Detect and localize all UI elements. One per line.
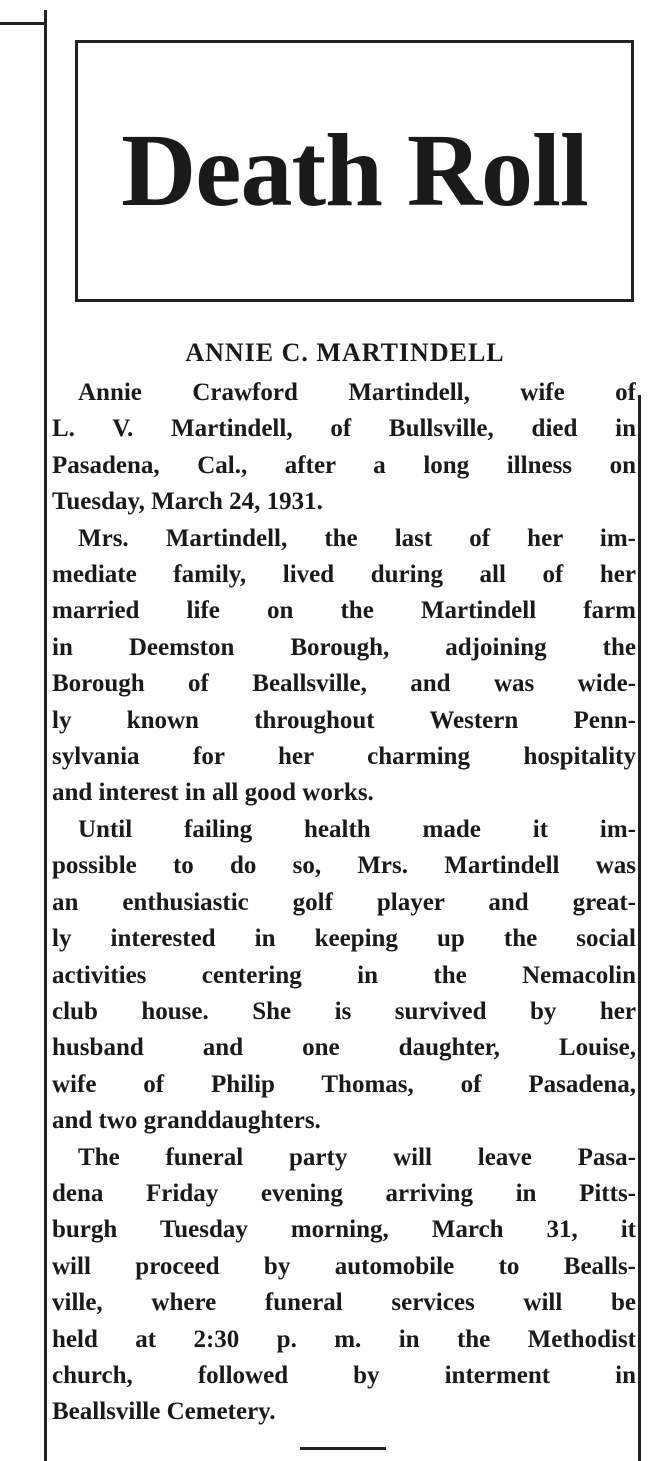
text-line: ville, where funeral services will be — [52, 1289, 636, 1317]
text-line: Annie Crawford Martindell, wife of — [78, 379, 636, 406]
text-line: dena Friday evening arriving in Pitts- — [52, 1179, 636, 1207]
text-line: husband and one daughter, Louise, — [52, 1034, 636, 1062]
page-title: Death Roll — [121, 113, 588, 228]
text-line: Pasadena, Cal., after a long illness on — [52, 451, 636, 479]
column-rule-tick — [0, 22, 46, 25]
title-box — [75, 40, 634, 302]
text-line: church, followed by interment in — [52, 1361, 636, 1389]
text-line: an enthusiastic golf player and great- — [52, 888, 636, 916]
paragraph — [52, 1140, 636, 1431]
text-line: burgh Tuesday morning, March 31, it — [52, 1216, 636, 1244]
paragraph — [52, 812, 636, 1140]
text-line: ly interested in keeping up the social — [52, 925, 636, 953]
paragraph — [52, 521, 636, 812]
text-line: ly known throughout Western Penn- — [52, 706, 636, 734]
text-line: The funeral party will leave Pasa- — [78, 1143, 636, 1171]
text-line: Mrs. Martindell, the last of her im- — [78, 524, 636, 552]
paragraph — [52, 375, 636, 521]
text-line: Beallsville Cemetery. — [52, 1398, 276, 1426]
text-line: activities centering in the Nemacolin — [52, 961, 636, 989]
text-line: will proceed by automobile to Bealls- — [52, 1252, 636, 1280]
text-line: club house. She is survived by her — [52, 997, 636, 1025]
text-line: L. V. Martindell, of Bullsville, died in — [52, 415, 636, 443]
text-line: and two granddaughters. — [52, 1107, 321, 1135]
text-line: Tuesday, March 24, 1931. — [52, 488, 323, 516]
obituary-body — [52, 375, 636, 1431]
text-line: held at 2:30 p. m. in the Methodist — [52, 1325, 636, 1353]
obituary-heading: ANNIE C. MARTINDELL — [185, 338, 505, 367]
text-line: in Deemston Borough, adjoining the — [52, 633, 636, 661]
text-line: and interest in all good works. — [52, 779, 374, 807]
column-rule-left — [44, 10, 47, 1461]
text-line: mediate family, lived during all of her — [52, 561, 636, 589]
text-line: Until failing health made it im- — [78, 815, 636, 843]
text-line: sylvania for her charming hospitality — [52, 743, 636, 771]
text-line: wife of Philip Thomas, of Pasadena, — [52, 1070, 636, 1098]
column-rule-right — [638, 395, 641, 1461]
text-line: possible to do so, Mrs. Martindell was — [52, 852, 636, 880]
text-line: married life on the Martindell farm — [52, 597, 636, 625]
text-line: Borough of Beallsville, and was wide- — [52, 670, 636, 698]
end-dash — [300, 1447, 386, 1450]
